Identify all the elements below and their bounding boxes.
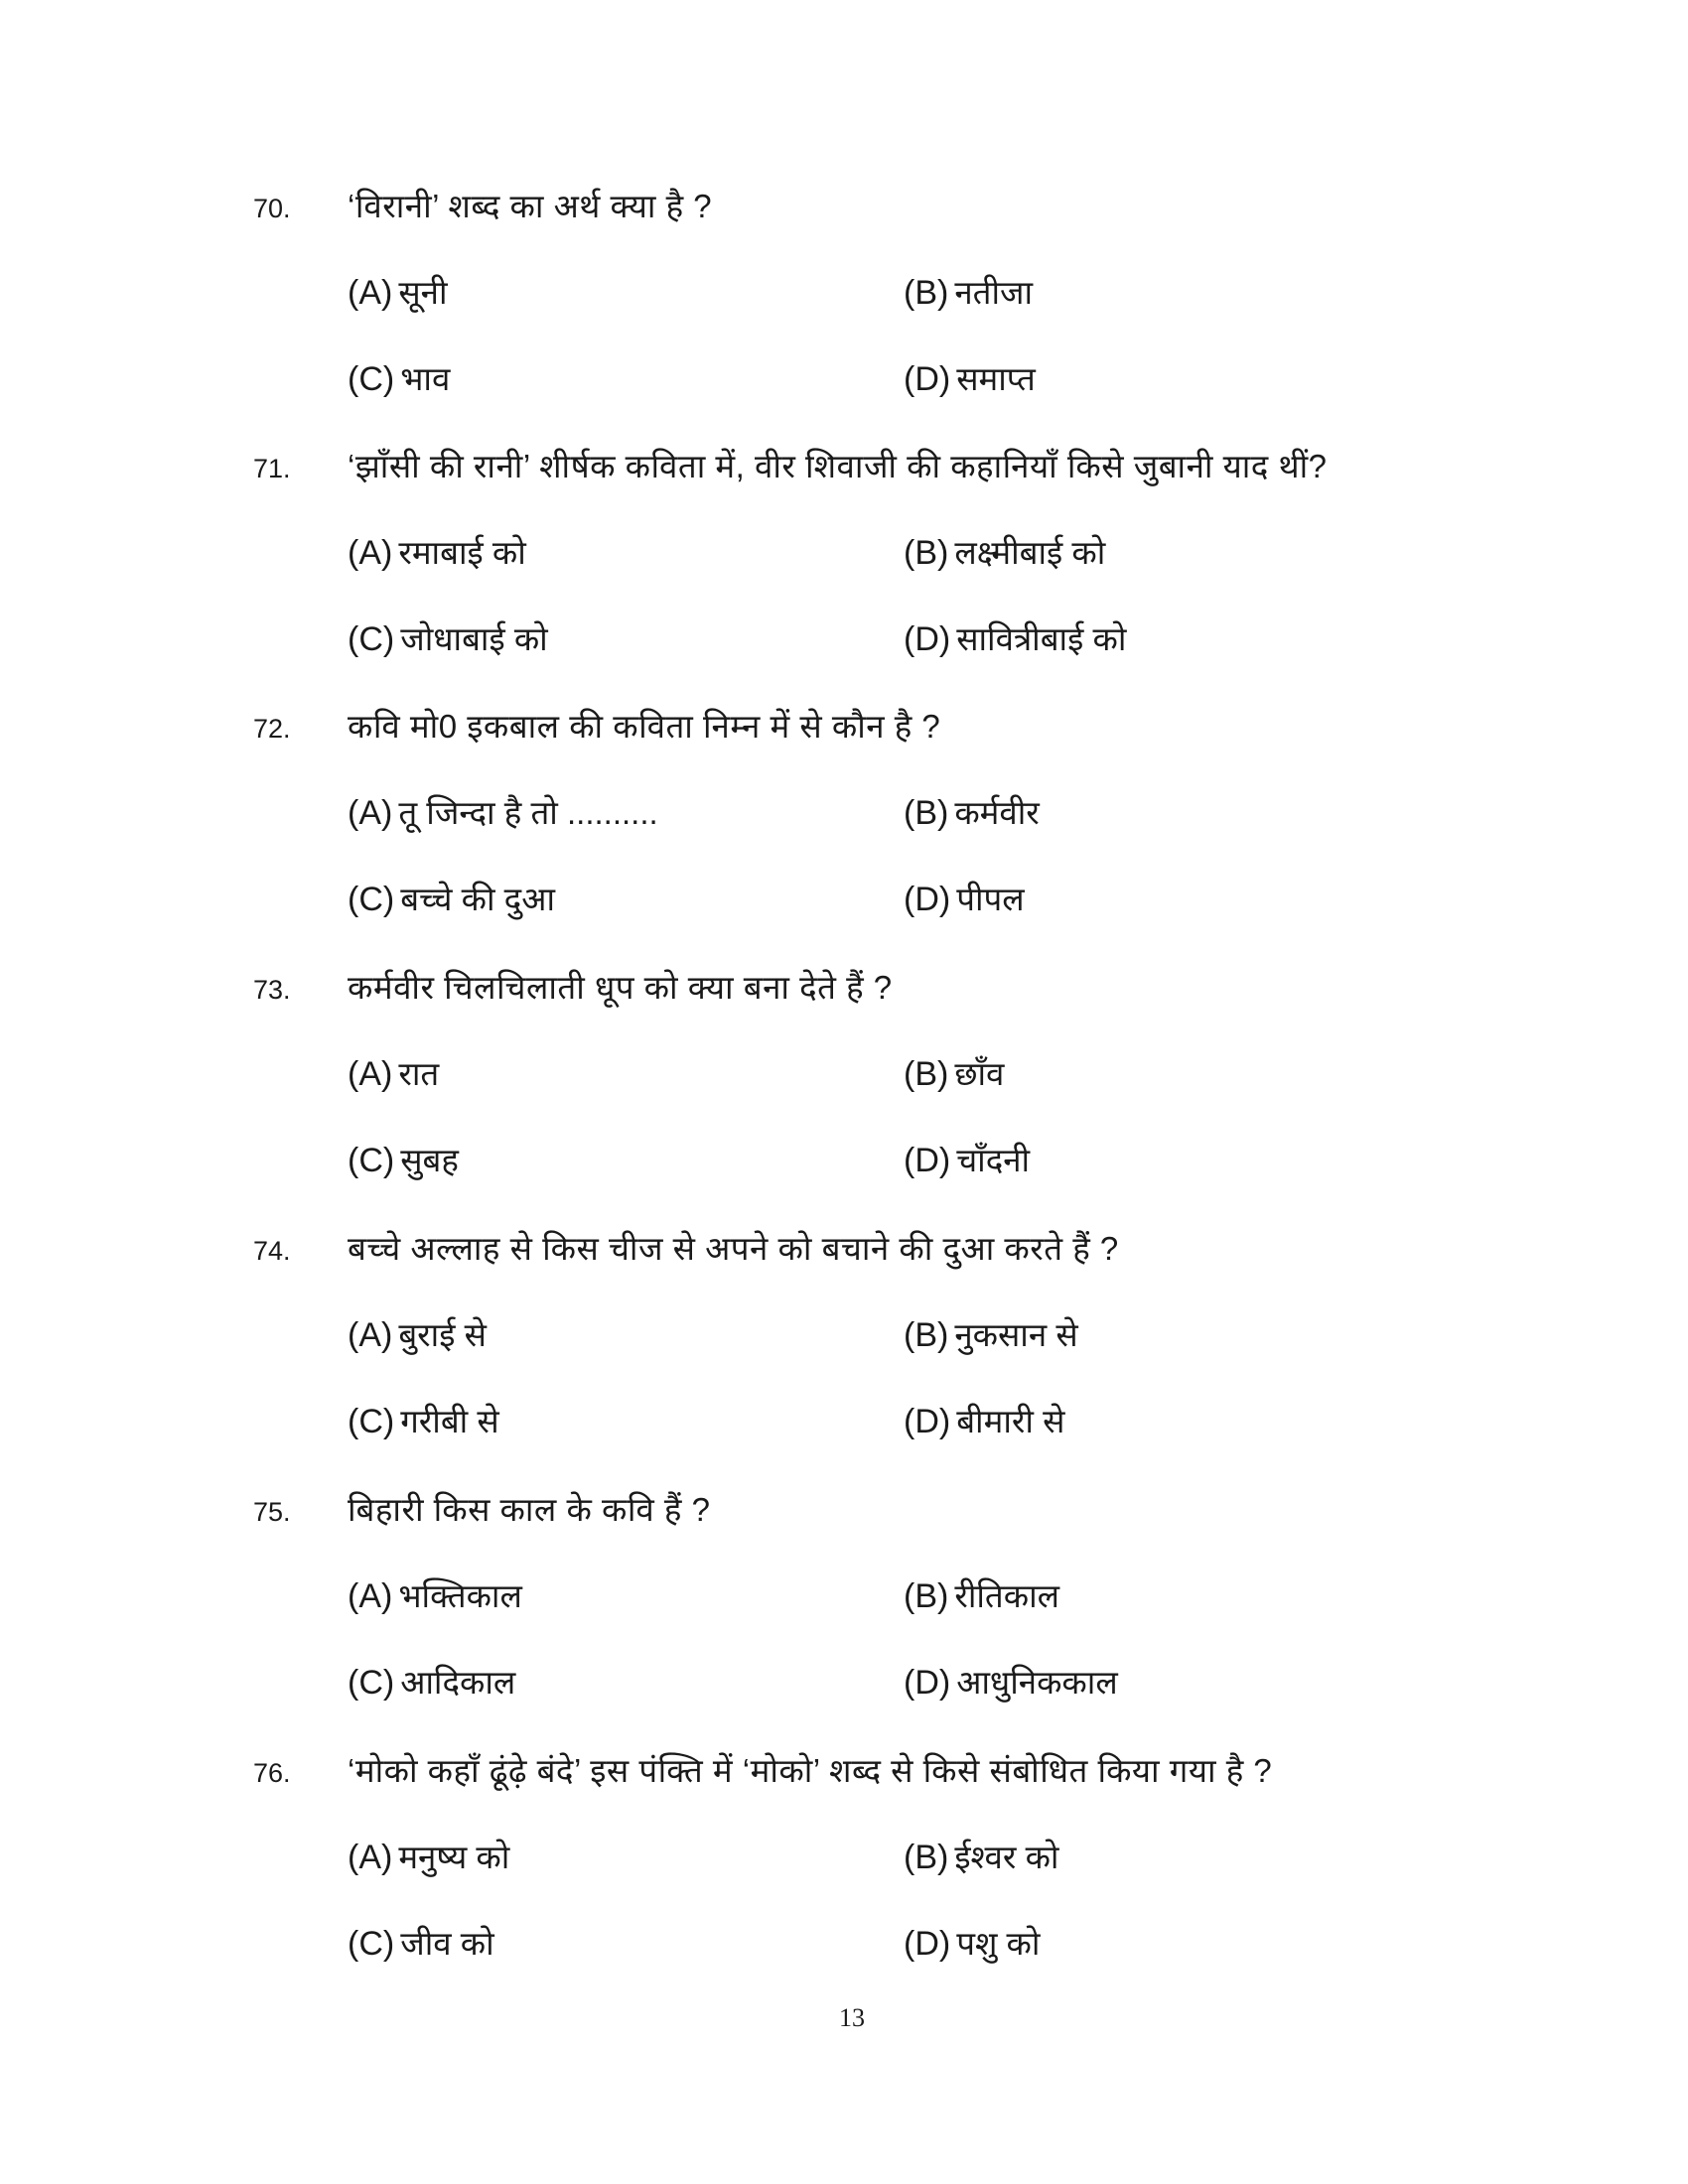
option-c [348, 357, 450, 401]
option-c [348, 1661, 515, 1705]
option-b [904, 1574, 1059, 1618]
option-label: (C) [348, 1142, 395, 1179]
question-number: 71. [253, 454, 291, 483]
question-number: 74. [253, 1236, 291, 1266]
option-a [348, 531, 526, 575]
option-text: जोधाबाई को [400, 620, 548, 657]
option-label: (C) [348, 881, 395, 918]
option-label: (C) [348, 1403, 395, 1440]
option-b [904, 531, 1105, 575]
option-b [904, 1836, 1058, 1879]
option-text: मनुष्य को [398, 1839, 510, 1875]
option-text: कर्मवीर [954, 794, 1040, 831]
option-text: नुकसान से [954, 1316, 1078, 1353]
option-label: (B) [904, 1839, 949, 1876]
option-text: नतीजा [954, 274, 1034, 311]
option-label: (A) [348, 1839, 393, 1876]
option-label: (B) [904, 534, 949, 572]
option-label: (A) [348, 274, 393, 312]
option-text: आदिकाल [400, 1664, 516, 1701]
option-text: जीव को [400, 1925, 494, 1962]
option-label: (D) [904, 620, 951, 658]
option-a [348, 1574, 522, 1618]
option-text: लक्ष्मीबाई को [954, 534, 1106, 571]
option-label: (A) [348, 534, 393, 572]
option-label: (B) [904, 794, 949, 832]
question-text: ‘विरानी’ शब्द का अर्थ क्या है ? [348, 188, 713, 224]
question-number: 73. [253, 975, 291, 1005]
question-75 [0, 1492, 1688, 1752]
option-label: (A) [348, 1055, 393, 1093]
option-label: (D) [904, 1664, 951, 1702]
option-a [348, 1313, 487, 1357]
question-number: 70. [253, 194, 291, 223]
option-label: (A) [348, 1316, 393, 1354]
option-text: बुराई से [398, 1316, 487, 1353]
option-d [904, 1922, 1040, 1966]
option-text: तू जिन्दा है तो .......... [398, 794, 658, 831]
option-c [348, 1139, 459, 1182]
option-b [904, 791, 1040, 835]
option-c [348, 878, 555, 921]
option-text: पशु को [956, 1925, 1041, 1962]
option-text: रमाबाई को [398, 534, 526, 571]
option-text: रात [398, 1055, 440, 1092]
option-c [348, 1922, 494, 1966]
option-label: (C) [348, 620, 395, 658]
option-d [904, 357, 1036, 401]
option-d [904, 878, 1025, 921]
option-text: भाव [400, 360, 451, 397]
option-d [904, 1139, 1030, 1182]
option-text: सुबह [400, 1142, 459, 1178]
question-74 [0, 1231, 1688, 1491]
question-text: बच्चे अल्लाह से किस चीज से अपने को बचाने की दुआ करते हैं ? [348, 1230, 1119, 1267]
option-text: ईश्वर को [954, 1839, 1059, 1875]
option-c [348, 1400, 499, 1443]
question-number: 76. [253, 1758, 291, 1788]
option-label: (C) [348, 1664, 395, 1702]
option-text: बच्चे की दुआ [400, 881, 555, 917]
option-text: सावित्रीबाई को [956, 620, 1127, 657]
option-label: (D) [904, 1142, 951, 1179]
option-label: (D) [904, 1925, 951, 1963]
option-label: (C) [348, 1925, 395, 1963]
option-label: (D) [904, 881, 951, 918]
option-label: (D) [904, 360, 951, 398]
option-a [348, 791, 658, 835]
question-72 [0, 709, 1688, 969]
option-a [348, 1052, 439, 1096]
page-number: 13 [839, 2003, 865, 2032]
option-text: भक्तिकाल [398, 1577, 522, 1614]
question-text: कर्मवीर चिलचिलाती धूप को क्या बना देते हैं ? [348, 969, 893, 1006]
option-text: बीमारी से [956, 1403, 1065, 1439]
question-70 [0, 189, 1688, 449]
option-text: आधुनिककाल [956, 1664, 1118, 1701]
question-text: ‘झाँसी की रानी’ शीर्षक कविता में, वीर शिवाजी की कहानियाँ किसे जुबानी याद थीं? [348, 448, 1328, 484]
question-text: ‘मोको कहाँ ढूंढ़े बंदे’ इस पंक्ति में ‘मोको’ शब्द से किसे संबोधित किया गया है ? [348, 1752, 1273, 1789]
question-number: 75. [253, 1497, 291, 1527]
question-text: बिहारी किस काल के कवि हैं ? [348, 1491, 711, 1528]
option-label: (B) [904, 1577, 949, 1615]
question-71 [0, 449, 1688, 709]
option-text: सूनी [398, 274, 448, 311]
option-text: रीतिकाल [954, 1577, 1059, 1614]
option-d [904, 1661, 1118, 1705]
option-b [904, 1052, 1004, 1096]
option-text: छाँव [954, 1055, 1005, 1092]
option-text: गरीबी से [400, 1403, 499, 1439]
question-number: 72. [253, 714, 291, 744]
option-a [348, 1836, 509, 1879]
option-label: (A) [348, 1577, 393, 1615]
option-text: चाँदनी [956, 1142, 1031, 1178]
option-label: (B) [904, 1055, 949, 1093]
question-text: कवि मो0 इकबाल की कविता निम्न में से कौन है ? [348, 708, 941, 745]
option-b [904, 271, 1033, 315]
option-d [904, 617, 1126, 661]
option-label: (A) [348, 794, 393, 832]
option-text: पीपल [956, 881, 1025, 917]
option-label: (B) [904, 1316, 949, 1354]
option-label: (B) [904, 274, 949, 312]
question-76 [0, 1753, 1688, 2013]
option-d [904, 1400, 1064, 1443]
option-b [904, 1313, 1078, 1357]
option-c [348, 617, 548, 661]
question-73 [0, 970, 1688, 1230]
option-label: (C) [348, 360, 395, 398]
option-text: समाप्त [956, 360, 1036, 397]
option-a [348, 271, 448, 315]
option-label: (D) [904, 1403, 951, 1440]
